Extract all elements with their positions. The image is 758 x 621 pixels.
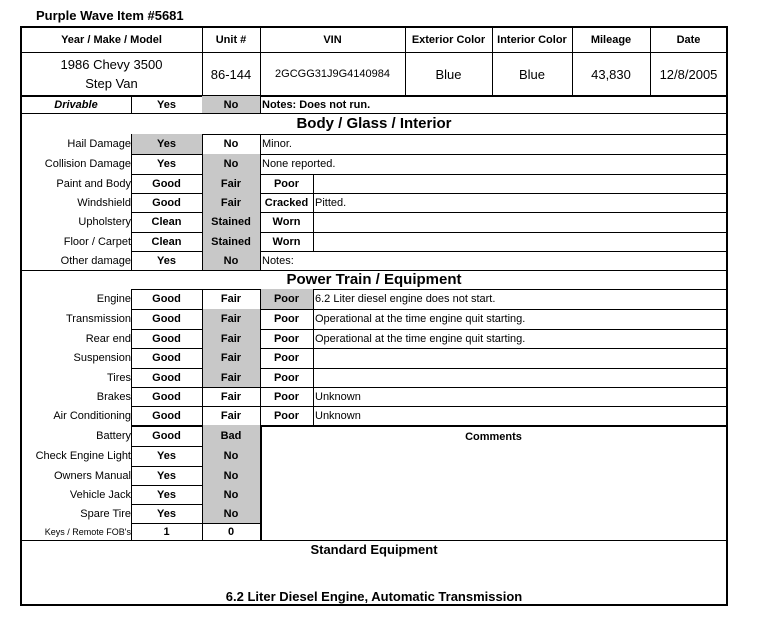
option-1: Yes (157, 254, 176, 267)
option-3: Poor (273, 313, 300, 325)
row-note: Unknown (315, 409, 361, 422)
grid-line (202, 425, 203, 540)
grid-line (313, 289, 314, 425)
row-note: None reported. (262, 158, 336, 170)
option-2: Fair (202, 329, 260, 348)
column-header: Mileage (590, 34, 632, 46)
option-2: No (202, 504, 260, 523)
option-1: Good (152, 390, 181, 403)
option-3: Poor (273, 352, 300, 364)
option-1: Good (152, 409, 181, 422)
row-label: Hail Damage (67, 138, 131, 150)
grid-line (131, 289, 132, 425)
drivable-no: No (202, 96, 260, 113)
option-2: Fair (220, 390, 242, 403)
option-3: Poor (273, 177, 300, 190)
row-label: Spare Tire (80, 507, 131, 520)
grid-line (131, 425, 132, 540)
option-2: No (202, 446, 260, 466)
grid-line (260, 134, 261, 270)
header-interior-color: Blue (518, 66, 546, 82)
option-1: Good (152, 352, 181, 364)
option-2: Fair (202, 193, 260, 212)
grid-line (313, 174, 314, 193)
drivable-label: Drivable (54, 98, 98, 111)
row-note (313, 174, 729, 193)
column-header: Interior Color (497, 34, 567, 46)
option-1: Clean (151, 235, 182, 248)
row-label: Keys / Remote FOB's (44, 526, 131, 537)
option-2: Fair (202, 174, 260, 193)
option-2: Stained (202, 212, 260, 232)
row-note: Operational at the time engine quit starting. (315, 332, 526, 345)
row-label: Other damage (60, 254, 131, 267)
row-label: Transmission (66, 313, 131, 325)
row-label: Collision Damage (44, 158, 131, 170)
row-label: Paint and Body (56, 177, 131, 190)
row-label: Vehicle Jack (69, 488, 131, 501)
option-2: Fair (202, 368, 260, 387)
option-1: Good (152, 371, 181, 384)
year-make-model (21, 53, 202, 95)
page-title: Purple Wave Item #5681 (36, 8, 184, 23)
option-2: Fair (202, 348, 260, 368)
option-2: 0 (227, 525, 235, 538)
option-3: Poor (273, 332, 300, 345)
section-title-power: Power Train / Equipment (286, 271, 462, 288)
row-note: Pitted. (315, 196, 347, 209)
option-1: Good (152, 429, 181, 442)
option-2: Stained (202, 232, 260, 251)
option-3: Worn (272, 235, 301, 248)
option-1: Yes (157, 158, 176, 170)
option-1: Good (152, 196, 181, 209)
option-2: Fair (202, 309, 260, 329)
header-unit: 86-144 (210, 66, 252, 82)
option-1: Yes (157, 450, 176, 462)
grid-line (260, 289, 261, 425)
option-2: No (202, 251, 260, 270)
standard-equipment-title: Standard Equipment (310, 542, 438, 557)
row-label: Suspension (73, 352, 131, 364)
grid-line (202, 289, 203, 425)
row-note (313, 212, 729, 232)
option-2: No (202, 154, 260, 174)
section-title-body: Body / Glass / Interior (296, 115, 452, 132)
option-1: Good (152, 177, 181, 190)
option-3: Poor (260, 289, 313, 309)
option-1: Good (152, 313, 181, 325)
row-label: Owners Manual (53, 469, 131, 482)
grid-line (313, 193, 314, 212)
year-make-model-line: 1986 Chevy 3500 (60, 57, 163, 72)
row-note: 6.2 Liter diesel engine does not start. (315, 293, 496, 305)
option-2: Bad (202, 425, 260, 446)
row-note (313, 232, 729, 251)
option-2: Fair (220, 409, 242, 422)
option-3: Poor (273, 371, 300, 384)
option-1: Good (152, 293, 181, 305)
year-make-model-line: Step Van (85, 76, 138, 91)
row-note: Unknown (315, 390, 361, 403)
option-3: Cracked (264, 196, 309, 209)
row-note (313, 368, 729, 387)
row-note: Notes: (262, 254, 294, 267)
row-label: Battery (96, 429, 131, 442)
option-2: No (223, 138, 239, 150)
row-label: Check Engine Light (35, 450, 131, 462)
drivable-yes: Yes (157, 98, 176, 111)
grid-line (313, 232, 314, 251)
option-3: Worn (272, 216, 301, 228)
column-header: VIN (323, 34, 342, 46)
row-note (313, 348, 729, 368)
row-label: Rear end (85, 332, 131, 345)
option-1: 1 (163, 525, 170, 538)
option-2: No (202, 485, 260, 504)
column-header: Exterior Color (411, 34, 486, 46)
row-label: Windshield (77, 196, 131, 209)
row-note: Operational at the time engine quit starting. (315, 313, 526, 325)
option-1: Clean (151, 216, 182, 228)
option-3: Poor (273, 390, 300, 403)
column-header: Date (676, 34, 701, 46)
drivable-notes: Notes: Does not run. (262, 98, 371, 111)
header-mileage: 43,830 (591, 66, 631, 82)
column-header: Unit # (215, 34, 247, 46)
column-header: Year / Make / Model (61, 34, 162, 46)
standard-equipment-text: 6.2 Liter Diesel Engine, Automatic Transmission (225, 588, 523, 604)
grid-line (313, 212, 314, 232)
grid-line (202, 134, 203, 270)
row-label: Tires (106, 371, 131, 384)
option-2: No (202, 466, 260, 485)
grid-line (131, 134, 132, 270)
row-label: Engine (96, 293, 131, 305)
option-1: Yes (131, 134, 202, 154)
option-3: Poor (273, 409, 300, 422)
row-label: Air Conditioning (53, 409, 131, 422)
comments-title: Comments (465, 431, 522, 443)
option-1: Yes (157, 488, 176, 501)
header-vin: 2GCGG31J9G4140984 (275, 68, 390, 80)
option-1: Yes (157, 469, 176, 482)
option-1: Yes (157, 507, 176, 520)
header-date: 12/8/2005 (659, 66, 718, 82)
row-label: Upholstery (78, 216, 131, 228)
option-1: Good (152, 332, 181, 345)
row-label: Floor / Carpet (63, 235, 131, 248)
row-label: Brakes (96, 390, 131, 403)
row-note: Minor. (262, 138, 292, 150)
header-exterior-color: Blue (435, 66, 462, 82)
option-2: Fair (220, 293, 242, 305)
